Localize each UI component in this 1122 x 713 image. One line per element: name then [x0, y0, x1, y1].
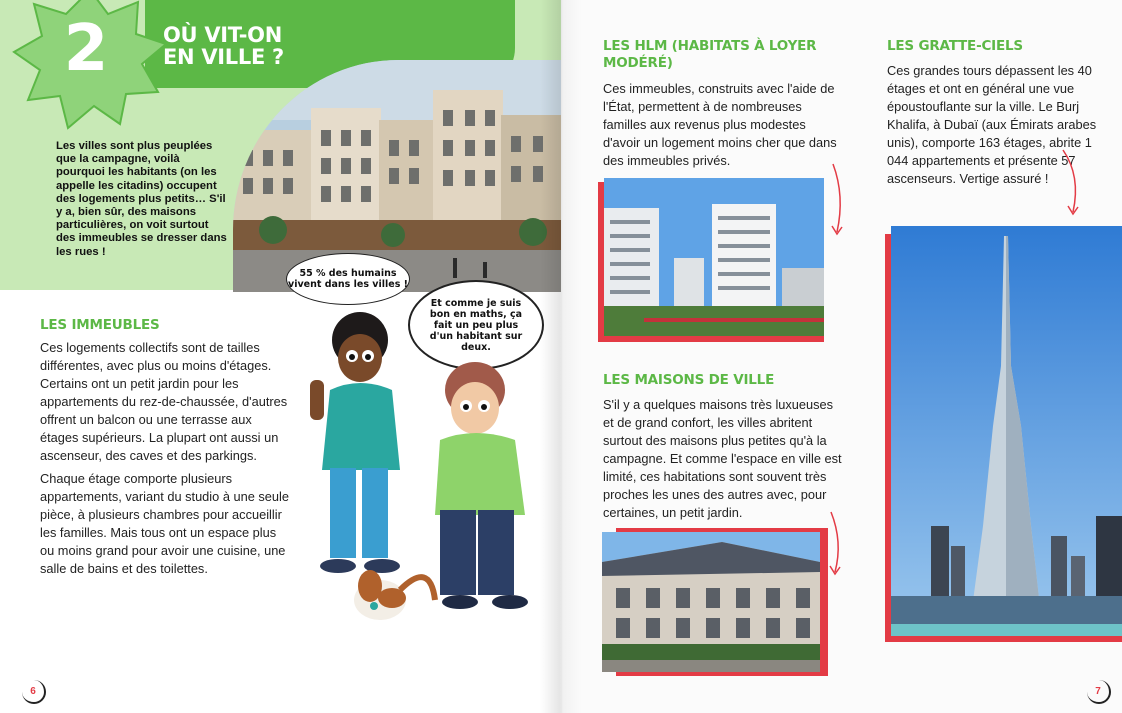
page-number-right: 7: [1087, 680, 1111, 704]
chapter-number: 2: [63, 12, 109, 86]
hlm-heading-line1: LES HLM (HABITATS À LOYER: [603, 38, 817, 54]
book-gutter: [540, 0, 582, 713]
hlm-text: Ces immeubles, construits avec l'aide de l'État, permettent à de nombreuses familles aux revenus plus modestes d'avoir un logement moins cher que dans des immeubles privés.: [603, 81, 837, 168]
chapter-title-line2: EN VILLE ?: [163, 45, 284, 69]
immeubles-text: [40, 339, 292, 583]
hlm-heading-line2: MODÉRÉ): [603, 55, 673, 71]
page-number-left: 6: [22, 680, 46, 704]
maisons-heading: LES MAISONS DE VILLE: [603, 372, 775, 388]
gratte-ciels-arrow-icon: [1059, 146, 1083, 218]
immeubles-paragraph-2: Chaque étage comporte plusieurs appartements, variant du studio à une seule pièce, à plusieurs chambres pour accueillir les familles. Mais tous ont un espace plus ou moins grand pour avoir une cuisine, une salle de bains et des toilettes.: [40, 471, 289, 576]
maisons-arrow-icon: [827, 508, 847, 580]
gratte-ciels-text: Ces grandes tours dépassent les 40 étages et ont en général une vue époustouflante sur la ville. Le Burj Khalifa, à Dubaï (aux Émirats arabes unis), comporte 163 étages, abrite 1 044 appartements et présente 57 ascenseurs. Vertige assuré !: [887, 63, 1097, 186]
chapter-title: [163, 24, 284, 68]
hlm-heading: [603, 38, 816, 72]
hlm-arrow-icon: [829, 160, 849, 240]
immeubles-paragraph-1: Ces logements collectifs sont de tailles différentes, avec plus ou moins d'étages. Certains ont un petit jardin pour les appartements du rez-de-chaussée, d'autres offrent un balcon ou une terrasse aux étages supérieurs. La plupart ont aussi un ascenseur, des caves et des parkings.: [40, 340, 288, 463]
intro-text: Les villes sont plus peuplées que la campagne, voilà pourquoi les habitants (on les appelle les citadins) occupent des logements plus petits… S'il y a, bien sûr, des maisons particulières, on voit surtout des immeubles se dresser dans les rues !: [56, 140, 227, 258]
maisons-text: S'il y a quelques maisons très luxueuses et de grand confort, les villes abritent surtout des maisons plus petites qu'à la campagne. Et comme l'espace en ville est limité, ces habitations sont souvent très proches les unes des autres avec, pour certaines, un petit jardin.: [603, 397, 842, 520]
kids-illustration: [300, 310, 545, 640]
burj-photo-image: [891, 226, 1122, 636]
hlm-photo-image: [604, 178, 824, 336]
immeubles-heading: LES IMMEUBLES: [40, 317, 160, 333]
stat-bubble: 55 % des humains vivent dans les villes !: [286, 253, 410, 305]
hlm-photo: [598, 178, 826, 346]
maisons-photo: [598, 528, 828, 678]
chapter-title-line1: OÙ VIT-ON: [163, 23, 282, 47]
burj-khalifa-photo: [885, 226, 1122, 642]
right-page: [561, 0, 1122, 713]
maisons-photo-image: [602, 532, 820, 672]
math-bubble: Et comme je suis bon en maths, ça fait un peu plus d'un habitant sur deux.: [408, 280, 544, 370]
gratte-ciels-heading: LES GRATTE-CIELS: [887, 38, 1023, 54]
